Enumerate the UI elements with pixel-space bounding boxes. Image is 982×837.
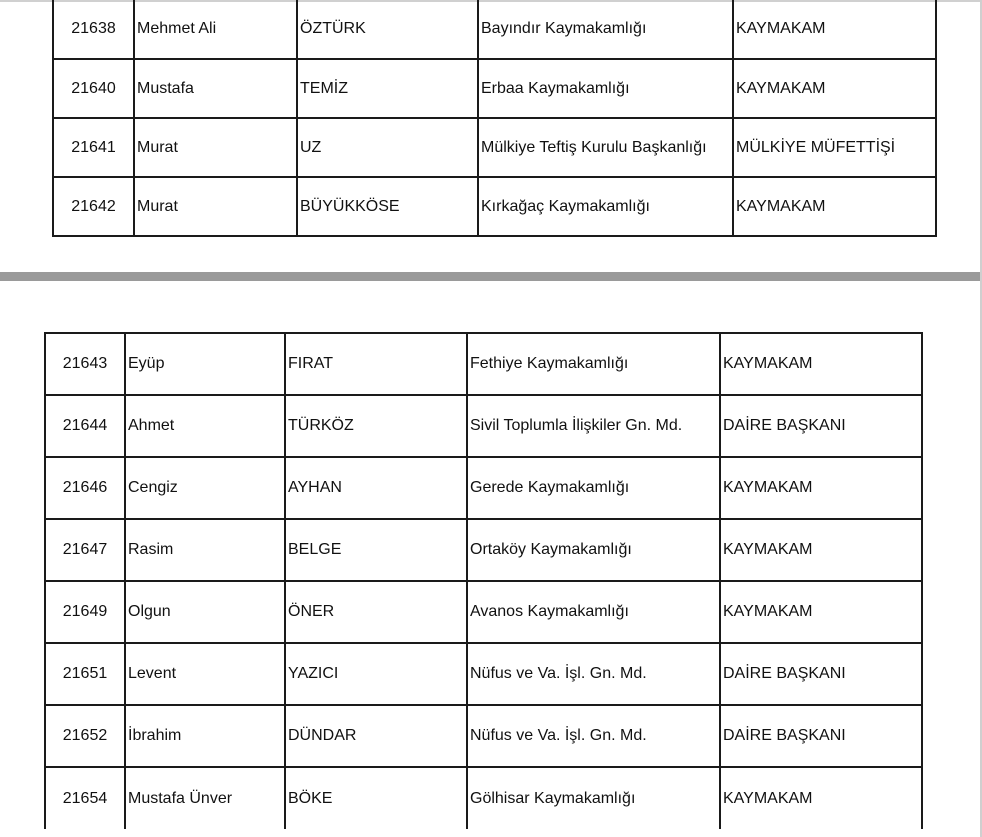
cell-unvan: KAYMAKAM — [720, 581, 922, 643]
table-row — [45, 333, 922, 395]
cell-unvan: KAYMAKAM — [733, 0, 936, 59]
table-row — [53, 177, 936, 236]
cell-ad: Mustafa — [134, 59, 297, 118]
cell-gorev-yeri: Avanos Kaymakamlığı — [467, 581, 720, 643]
cell-sicil: 21640 — [53, 59, 134, 118]
cell-ad: Rasim — [125, 519, 285, 581]
cell-sicil: 21647 — [45, 519, 125, 581]
table-row — [45, 643, 922, 705]
table-row — [45, 705, 922, 767]
page-separator — [0, 272, 982, 281]
cell-unvan: MÜLKİYE MÜFETTİŞİ — [733, 118, 936, 177]
table-row — [45, 457, 922, 519]
cell-ad: Eyüp — [125, 333, 285, 395]
cell-soyad: YAZICI — [285, 643, 467, 705]
table-row — [53, 118, 936, 177]
cell-unvan: KAYMAKAM — [720, 767, 922, 829]
cell-soyad: TÜRKÖZ — [285, 395, 467, 457]
cell-soyad: ÖZTÜRK — [297, 0, 478, 59]
cell-gorev-yeri: Mülkiye Teftiş Kurulu Başkanlığı — [478, 118, 733, 177]
cell-ad: Murat — [134, 118, 297, 177]
cell-ad: Cengiz — [125, 457, 285, 519]
personnel-table-bottom — [44, 332, 923, 829]
cell-sicil: 21651 — [45, 643, 125, 705]
cell-ad: Murat — [134, 177, 297, 236]
cell-gorev-yeri: Erbaa Kaymakamlığı — [478, 59, 733, 118]
cell-soyad: FIRAT — [285, 333, 467, 395]
personnel-table-top — [52, 0, 937, 237]
cell-sicil: 21642 — [53, 177, 134, 236]
cell-sicil: 21649 — [45, 581, 125, 643]
cell-gorev-yeri: Gerede Kaymakamlığı — [467, 457, 720, 519]
cell-soyad: UZ — [297, 118, 478, 177]
cell-gorev-yeri: Fethiye Kaymakamlığı — [467, 333, 720, 395]
cell-unvan: KAYMAKAM — [733, 177, 936, 236]
cell-sicil: 21641 — [53, 118, 134, 177]
cell-ad: Mustafa Ünver — [125, 767, 285, 829]
cell-soyad: BÜYÜKKÖSE — [297, 177, 478, 236]
cell-soyad: ÖNER — [285, 581, 467, 643]
cell-soyad: TEMİZ — [297, 59, 478, 118]
cell-gorev-yeri: Nüfus ve Va. İşl. Gn. Md. — [467, 643, 720, 705]
cell-unvan: DAİRE BAŞKANI — [720, 395, 922, 457]
cell-ad: Mehmet Ali — [134, 0, 297, 59]
cell-sicil: 21638 — [53, 0, 134, 59]
cell-gorev-yeri: Kırkağaç Kaymakamlığı — [478, 177, 733, 236]
cell-ad: Olgun — [125, 581, 285, 643]
cell-sicil: 21652 — [45, 705, 125, 767]
cell-ad: Levent — [125, 643, 285, 705]
table-row — [45, 519, 922, 581]
cell-ad: Ahmet — [125, 395, 285, 457]
table-row — [45, 767, 922, 829]
cell-unvan: KAYMAKAM — [733, 59, 936, 118]
cell-gorev-yeri: Gölhisar Kaymakamlığı — [467, 767, 720, 829]
cell-gorev-yeri: Bayındır Kaymakamlığı — [478, 0, 733, 59]
cell-ad: İbrahim — [125, 705, 285, 767]
cell-soyad: AYHAN — [285, 457, 467, 519]
table-row — [45, 395, 922, 457]
cell-soyad: DÜNDAR — [285, 705, 467, 767]
cell-unvan: DAİRE BAŞKANI — [720, 705, 922, 767]
cell-sicil: 21654 — [45, 767, 125, 829]
cell-sicil: 21644 — [45, 395, 125, 457]
cell-sicil: 21643 — [45, 333, 125, 395]
cell-gorev-yeri: Ortaköy Kaymakamlığı — [467, 519, 720, 581]
table-row — [45, 581, 922, 643]
cell-soyad: BELGE — [285, 519, 467, 581]
cell-gorev-yeri: Nüfus ve Va. İşl. Gn. Md. — [467, 705, 720, 767]
cell-unvan: KAYMAKAM — [720, 333, 922, 395]
cell-sicil: 21646 — [45, 457, 125, 519]
cell-gorev-yeri: Sivil Toplumla İlişkiler Gn. Md. — [467, 395, 720, 457]
table-row — [53, 0, 936, 59]
cell-unvan: KAYMAKAM — [720, 457, 922, 519]
cell-unvan: KAYMAKAM — [720, 519, 922, 581]
cell-soyad: BÖKE — [285, 767, 467, 829]
cell-unvan: DAİRE BAŞKANI — [720, 643, 922, 705]
table-row — [53, 59, 936, 118]
